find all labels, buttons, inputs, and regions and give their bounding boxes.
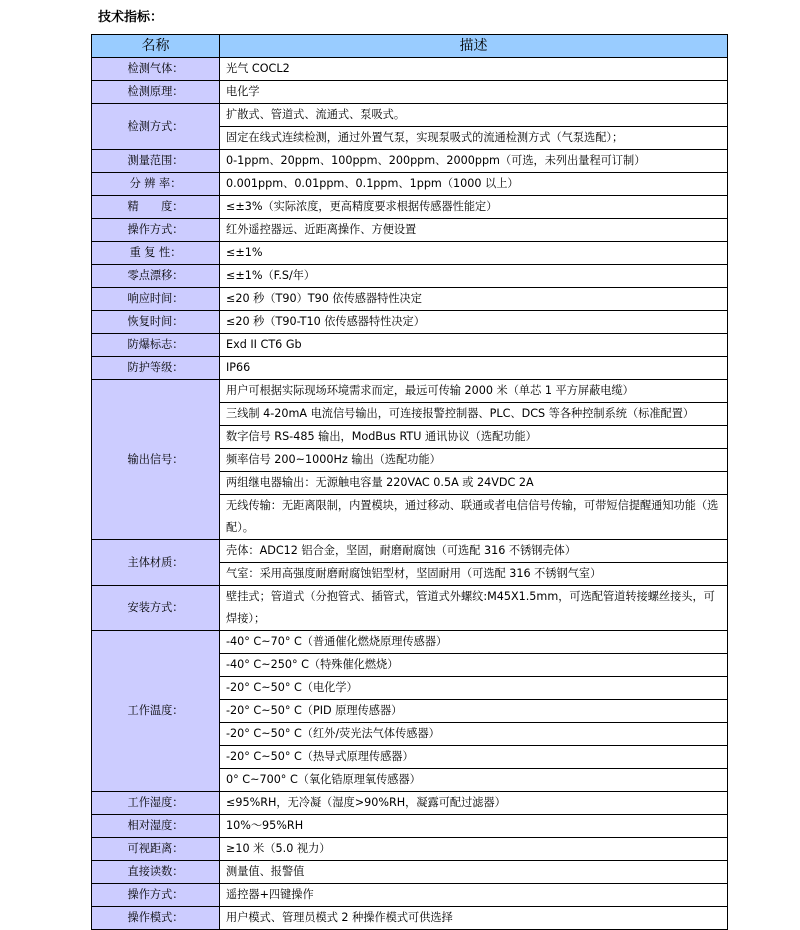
spec-value-cell: ≤20 秒（T90-T10 依传感器特性决定） [220,311,728,334]
spec-value-cell: 数字信号 RS-485 输出，ModBus RTU 通讯协议（选配功能） [220,426,728,449]
spec-value-cell: 壁挂式；管道式（分抱管式、插管式，管道式外螺纹:M45X1.5mm，可选配管道转接螺丝接头，可焊接）； [220,586,728,631]
spec-value-cell: -20° C~50° C（PID 原理传感器） [220,700,728,723]
table-row [92,242,728,265]
spec-value-cell: -20° C~50° C（电化学） [220,677,728,700]
spec-value-cell: 遥控器+四键操作 [220,884,728,907]
table-row [92,861,728,884]
spec-value-cell: 10%～95%RH [220,815,728,838]
spec-name-cell: 主体材质： [92,540,220,586]
spec-name-cell: 检测方式： [92,104,220,150]
spec-name-cell: 可视距离： [92,838,220,861]
spec-value-cell: Exd II CT6 Gb [220,334,728,357]
spec-value-cell: 测量值、报警值 [220,861,728,884]
spec-value-cell: ≤20 秒（T90）T90 依传感器特性决定 [220,288,728,311]
spec-value-cell: -40° C~70° C（普通催化燃烧原理传感器） [220,631,728,654]
spec-value-cell: ≥10 米（5.0 视力） [220,838,728,861]
spec-name-cell: 响应时间： [92,288,220,311]
spec-name-cell: 防爆标志： [92,334,220,357]
spec-name-cell: 相对湿度： [92,815,220,838]
table-row [92,196,728,219]
spec-value-cell: IP66 [220,357,728,380]
table-row [92,334,728,357]
table-row [92,150,728,173]
spec-value-cell: ≤±1% [220,242,728,265]
table-row [92,173,728,196]
table-row [92,265,728,288]
spec-name-cell: 分 辨 率： [92,173,220,196]
spec-value-cell: 0-1ppm、20ppm、100ppm、200ppm、2000ppm（可选，未列出量程可订制） [220,150,728,173]
spec-value-cell: 0.001ppm、0.01ppm、0.1ppm、1ppm（1000 以上） [220,173,728,196]
spec-table [91,34,728,930]
spec-value-cell: 壳体：ADC12 铝合金，坚固，耐磨耐腐蚀（可选配 316 不锈钢壳体） [220,540,728,563]
spec-value-cell: 气室：采用高强度耐磨耐腐蚀铝型材，坚固耐用（可选配 316 不锈钢气室） [220,563,728,586]
header-name: 名称 [92,35,220,58]
table-row [92,58,728,81]
spec-value-cell: 电化学 [220,81,728,104]
spec-value-cell: 用户可根据实际现场环境需求而定，最远可传输 2000 米（单芯 1 平方屏蔽电缆） [220,380,728,403]
spec-heading: 技术指标： [98,10,164,25]
table-row [92,884,728,907]
spec-name-cell: 测量范围： [92,150,220,173]
spec-name-cell: 输出信号： [92,380,220,540]
table-row [92,815,728,838]
spec-value-cell: ≤±3%（实际浓度，更高精度要求根据传感器性能定） [220,196,728,219]
spec-name-cell: 精 度： [92,196,220,219]
table-row [92,219,728,242]
spec-value-cell: -40° C~250° C（特殊催化燃烧） [220,654,728,677]
spec-name-cell: 工作温度： [92,631,220,792]
spec-name-cell: 直接读数： [92,861,220,884]
spec-value-cell: 三线制 4-20mA 电流信号输出，可连接报警控制器、PLC、DCS 等各种控制系统（标准配置） [220,403,728,426]
table-row [92,104,728,127]
spec-value-cell: 无线传输：无距离限制，内置模块，通过移动、联通或者电信信号传输，可带短信提醒通知功能（选配）。 [220,495,728,540]
spec-value-cell: 用户模式、管理员模式 2 种操作模式可供选择 [220,907,728,930]
spec-value-cell: 两组继电器输出：无源触电容量 220VAC 0.5A 或 24VDC 2A [220,472,728,495]
table-row [92,380,728,403]
spec-value-cell: -20° C~50° C（红外/荧光法气体传感器） [220,723,728,746]
spec-value-cell: 扩散式、管道式、流通式、泵吸式。 [220,104,728,127]
spec-value-cell: -20° C~50° C（热导式原理传感器） [220,746,728,769]
table-row [92,907,728,930]
table-row [92,838,728,861]
spec-name-cell: 操作模式： [92,907,220,930]
spec-name-cell: 重 复 性： [92,242,220,265]
spec-name-cell: 检测气体： [92,58,220,81]
spec-name-cell: 工作湿度： [92,792,220,815]
spec-body [92,58,728,930]
spec-value-cell: ≤95%RH，无冷凝（湿度>90%RH，凝露可配过滤器） [220,792,728,815]
table-row [92,540,728,563]
table-row [92,586,728,631]
spec-name-cell: 操作方式： [92,219,220,242]
table-row [92,81,728,104]
table-row [92,288,728,311]
spec-name-cell: 检测原理： [92,81,220,104]
spec-value-cell: 频率信号 200~1000Hz 输出（选配功能） [220,449,728,472]
table-row [92,631,728,654]
spec-value-cell: 0° C~700° C（氧化锆原理氧传感器） [220,769,728,792]
spec-name-cell: 安装方式： [92,586,220,631]
spec-value-cell: 光气 COCL2 [220,58,728,81]
spec-name-cell: 恢复时间： [92,311,220,334]
spec-value-cell: 固定在线式连续检测，通过外置气泵，实现泵吸式的流通检测方式（气泵选配）； [220,127,728,150]
spec-name-cell: 零点漂移： [92,265,220,288]
table-row [92,792,728,815]
spec-value-cell: ≤±1%（F.S/年） [220,265,728,288]
table-row [92,311,728,334]
spec-name-cell: 防护等级： [92,357,220,380]
header-desc: 描述 [220,35,728,58]
table-header-row [92,35,728,58]
table-row [92,357,728,380]
spec-name-cell: 操作方式： [92,884,220,907]
spec-value-cell: 红外遥控器远、近距离操作、方便设置 [220,219,728,242]
